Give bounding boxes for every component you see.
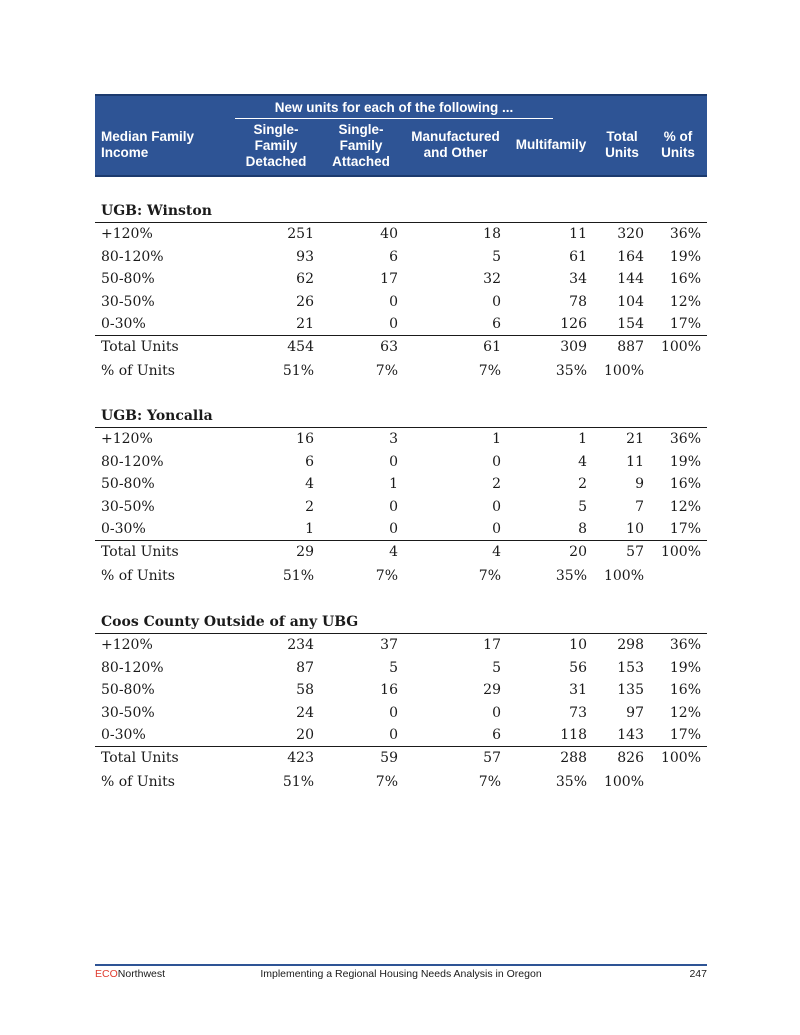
row-label: 80-120% — [101, 453, 164, 470]
cell-value: 18 — [483, 226, 501, 242]
cell-value: 16 — [296, 431, 314, 447]
cell-value: 100% — [603, 773, 644, 790]
header-sfd: Single- Family Detached — [245, 122, 307, 169]
cell-value: 1 — [578, 431, 587, 447]
cell-value: 35% — [555, 567, 587, 584]
cell-value: 51% — [282, 362, 314, 379]
cell-value: 1 — [389, 476, 398, 493]
cell-value: 19% — [669, 248, 701, 265]
cell-value: 5 — [578, 498, 587, 515]
row-label: +120% — [101, 226, 153, 242]
row-label: % of Units — [101, 567, 175, 584]
table-row — [95, 702, 707, 725]
cell-value: 12% — [669, 498, 701, 515]
cell-value: 20 — [296, 727, 314, 744]
cell-value: 154 — [617, 316, 644, 333]
cell-value: 100% — [660, 749, 701, 766]
cell-value: 36% — [669, 226, 701, 242]
cell-value: 251 — [287, 226, 314, 242]
cell-value: 21 — [626, 431, 644, 447]
cell-value: 21 — [296, 316, 314, 333]
cell-value: 0 — [389, 498, 398, 515]
cell-value: 34 — [569, 271, 587, 288]
total-row — [95, 540, 707, 564]
cell-value: 144 — [617, 271, 644, 288]
table-row — [95, 223, 707, 246]
cell-value: 32 — [483, 271, 501, 288]
cell-value: 0 — [492, 704, 501, 721]
cell-value: 58 — [296, 682, 314, 699]
cell-value: 29 — [296, 543, 314, 560]
total-row — [95, 746, 707, 770]
percent-row — [95, 770, 707, 794]
cell-value: 164 — [617, 248, 644, 265]
section-title: UGB: Winston — [95, 200, 707, 223]
cell-value: 35% — [555, 773, 587, 790]
cell-value: 1 — [492, 431, 501, 447]
table-row — [95, 268, 707, 291]
cell-value: 16% — [669, 271, 701, 288]
cell-value: 5 — [389, 659, 398, 676]
cell-value: 0 — [389, 704, 398, 721]
percent-row — [95, 564, 707, 588]
footer-title: Implementing a Regional Housing Needs Analysis in Oregon — [260, 968, 542, 980]
row-label: Total Units — [101, 543, 179, 560]
cell-value: 57 — [483, 749, 501, 766]
table-row — [95, 451, 707, 474]
cell-value: 40 — [380, 226, 398, 242]
row-label: 30-50% — [101, 293, 155, 310]
row-label: 30-50% — [101, 704, 155, 721]
cell-value: 454 — [287, 338, 314, 355]
cell-value: 31 — [569, 682, 587, 699]
cell-value: 61 — [569, 248, 587, 265]
cell-value: 10 — [626, 521, 644, 538]
cell-value: 135 — [617, 682, 644, 699]
cell-value: 826 — [617, 749, 644, 766]
cell-value: 61 — [483, 338, 501, 355]
cell-value: 11 — [626, 453, 644, 470]
page-footer — [95, 964, 707, 984]
table-row — [95, 657, 707, 680]
cell-value: 7% — [478, 773, 501, 790]
cell-value: 51% — [282, 567, 314, 584]
cell-value: 0 — [389, 316, 398, 333]
cell-value: 0 — [389, 727, 398, 744]
cell-value: 87 — [296, 659, 314, 676]
cell-value: 143 — [617, 727, 644, 744]
cell-value: 6 — [492, 727, 501, 744]
cell-value: 100% — [603, 362, 644, 379]
cell-value: 63 — [380, 338, 398, 355]
cell-value: 7 — [635, 498, 644, 515]
cell-value: 298 — [617, 637, 644, 653]
cell-value: 7% — [478, 362, 501, 379]
cell-value: 7% — [375, 362, 398, 379]
table-row — [95, 679, 707, 702]
cell-value: 100% — [660, 338, 701, 355]
cell-value: 0 — [492, 293, 501, 310]
cell-value: 8 — [578, 521, 587, 538]
cell-value: 10 — [569, 637, 587, 653]
cell-value: 11 — [569, 226, 587, 242]
cell-value: 20 — [569, 543, 587, 560]
cell-value: 5 — [492, 659, 501, 676]
cell-value: 2 — [578, 476, 587, 493]
cell-value: 7% — [375, 567, 398, 584]
cell-value: 19% — [669, 659, 701, 676]
cell-value: 320 — [617, 226, 644, 242]
cell-value: 16% — [669, 682, 701, 699]
cell-value: 36% — [669, 637, 701, 653]
cell-value: 6 — [492, 316, 501, 333]
cell-value: 2 — [492, 476, 501, 493]
cell-value: 29 — [483, 682, 501, 699]
cell-value: 6 — [389, 248, 398, 265]
cell-value: 59 — [380, 749, 398, 766]
cell-value: 4 — [305, 476, 314, 493]
cell-value: 887 — [617, 338, 644, 355]
table-row — [95, 518, 707, 541]
cell-value: 57 — [626, 543, 644, 560]
section-title: UGB: Yoncalla — [95, 405, 707, 428]
cell-value: 17% — [669, 521, 701, 538]
row-label: 30-50% — [101, 498, 155, 515]
cell-value: 0 — [389, 293, 398, 310]
row-label: 0-30% — [101, 727, 146, 744]
cell-value: 4 — [492, 543, 501, 560]
cell-value: 17 — [483, 637, 501, 653]
cell-value: 17 — [380, 271, 398, 288]
header-income: Median Family Income — [101, 129, 195, 160]
table-header — [95, 94, 707, 177]
cell-value: 19% — [669, 453, 701, 470]
table-section — [95, 405, 707, 588]
header-multifamily: Multifamily — [515, 137, 587, 152]
row-label: 50-80% — [101, 271, 155, 288]
cell-value: 16% — [669, 476, 701, 493]
row-label: 50-80% — [101, 682, 155, 699]
table-section — [95, 200, 707, 383]
cell-value: 118 — [560, 727, 587, 744]
cell-value: 51% — [282, 773, 314, 790]
row-label: 0-30% — [101, 521, 146, 538]
row-label: % of Units — [101, 362, 175, 379]
cell-value: 126 — [560, 316, 587, 333]
cell-value: 100% — [603, 567, 644, 584]
row-label: +120% — [101, 637, 153, 653]
cell-value: 234 — [287, 637, 314, 653]
cell-value: 7% — [478, 567, 501, 584]
cell-value: 3 — [389, 431, 398, 447]
row-label: 0-30% — [101, 316, 146, 333]
table-row — [95, 724, 707, 747]
cell-value: 17% — [669, 727, 701, 744]
cell-value: 100% — [660, 543, 701, 560]
cell-value: 56 — [569, 659, 587, 676]
page-number: 247 — [689, 968, 707, 980]
table-row — [95, 473, 707, 496]
table-row — [95, 634, 707, 657]
cell-value: 73 — [569, 704, 587, 721]
cell-value: 104 — [617, 293, 644, 310]
cell-value: 0 — [389, 521, 398, 538]
total-row — [95, 335, 707, 359]
table-row — [95, 428, 707, 451]
cell-value: 153 — [617, 659, 644, 676]
section-title: Coos County Outside of any UBG — [95, 611, 707, 634]
cell-value: 4 — [389, 543, 398, 560]
header-total-units: Total Units — [605, 129, 639, 160]
table-row — [95, 496, 707, 519]
cell-value: 93 — [296, 248, 314, 265]
table-section — [95, 611, 707, 794]
row-label: % of Units — [101, 773, 175, 790]
cell-value: 17% — [669, 316, 701, 333]
cell-value: 309 — [560, 338, 587, 355]
row-label: 80-120% — [101, 248, 164, 265]
header-span-label: New units for each of the following ... — [235, 99, 553, 119]
row-label: 50-80% — [101, 476, 155, 493]
cell-value: 0 — [492, 498, 501, 515]
cell-value: 12% — [669, 704, 701, 721]
cell-value: 1 — [305, 521, 314, 538]
table-row — [95, 313, 707, 336]
cell-value: 78 — [569, 293, 587, 310]
row-label: Total Units — [101, 749, 179, 766]
table-row — [95, 291, 707, 314]
cell-value: 97 — [626, 704, 644, 721]
cell-value: 423 — [287, 749, 314, 766]
cell-value: 16 — [380, 682, 398, 699]
cell-value: 24 — [296, 704, 314, 721]
cell-value: 0 — [492, 521, 501, 538]
cell-value: 6 — [305, 453, 314, 470]
cell-value: 62 — [296, 271, 314, 288]
row-label: 80-120% — [101, 659, 164, 676]
percent-row — [95, 359, 707, 383]
cell-value: 36% — [669, 431, 701, 447]
footer-brand: ECONorthwest — [95, 968, 166, 980]
cell-value: 7% — [375, 773, 398, 790]
cell-value: 35% — [555, 362, 587, 379]
cell-value: 12% — [669, 293, 701, 310]
cell-value: 2 — [305, 498, 314, 515]
housing-units-table — [95, 94, 707, 790]
cell-value: 37 — [380, 637, 398, 653]
cell-value: 0 — [389, 453, 398, 470]
row-label: +120% — [101, 431, 153, 447]
cell-value: 288 — [560, 749, 587, 766]
row-label: Total Units — [101, 338, 179, 355]
cell-value: 0 — [492, 453, 501, 470]
header-pct-units: % of Units — [661, 129, 695, 160]
cell-value: 9 — [635, 476, 644, 493]
cell-value: 5 — [492, 248, 501, 265]
table-row — [95, 246, 707, 269]
cell-value: 4 — [578, 453, 587, 470]
header-manufactured: Manufactured and Other — [411, 129, 500, 160]
header-sfa: Single- Family Attached — [332, 122, 390, 169]
cell-value: 26 — [296, 293, 314, 310]
